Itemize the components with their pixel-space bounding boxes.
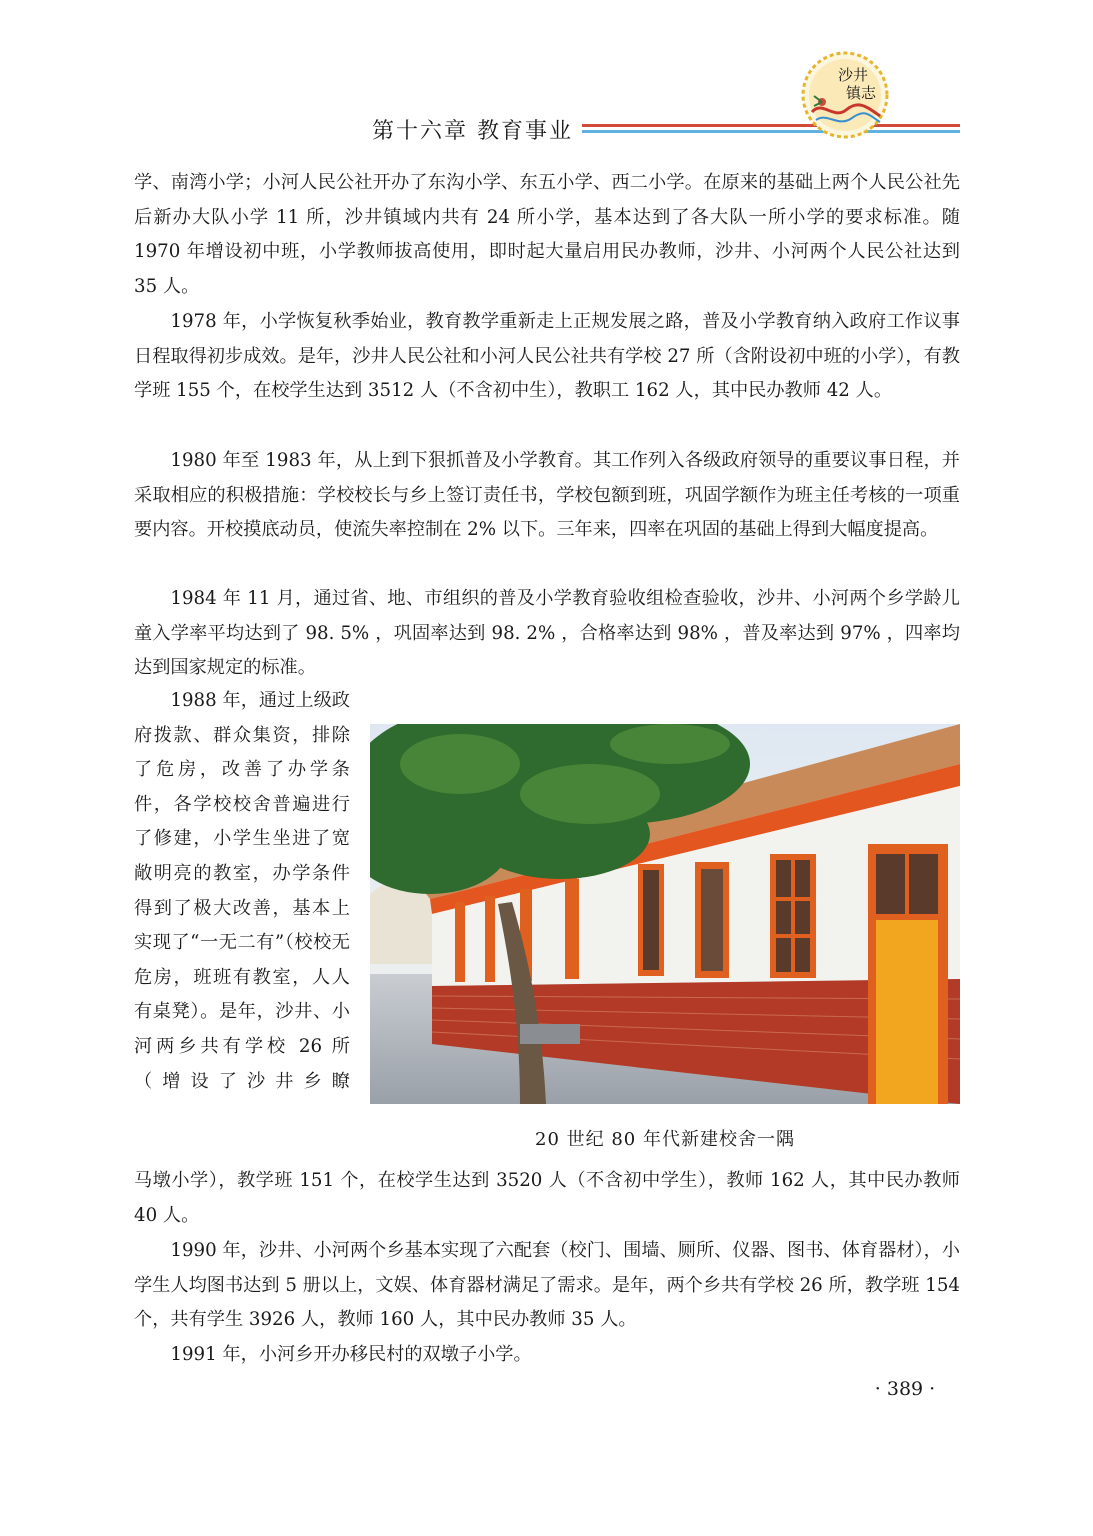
paragraph-2: 1978 年，小学恢复秋季始业，教育教学重新走上正规发展之路，普及小学教育纳入政府工作议事日程取得初步成效。是年，沙井人民公社和小河人民公社共有学校 27 所（含附设初中班的小学），有教学班 155 个，在校学生达到 3512 人（不含初中生），教职工 162 人，其中民办教师 42 人。 — [134, 311, 960, 402]
paragraph-6: 1990 年，沙井、小河两个乡基本实现了六配套（校门、围墙、厕所、仪器、图书、体育器材），小学生人均图书达到 5 册以上，文娱、体育器材满足了需求。是年，两个乡共有学校 26 所，教学班 154 个，共有学生 3926 人，教师 160 人，其中民办教师 35 人。 — [134, 1240, 960, 1331]
paragraph-1: 学、南湾小学；小河人民公社开办了东沟小学、东五小学、西二小学。在原来的基础上两个人民公社先后新办大队小学 11 所，沙井镇域内共有 24 所小学，基本达到了各大队一所小学的要求标准。随 1970 年增设初中班，小学教师拔高使用，即时起大量启用民办教师，沙井、小河两个人民公社达到 35 人。 — [134, 172, 960, 297]
logo-text-bottom: 镇志 — [846, 84, 877, 102]
header-rule-blue — [582, 130, 960, 133]
chapter-title: 第十六章 教育事业 — [372, 119, 573, 144]
paragraph-5-wrapped: 1988 年，通过上级政府拨款、群众集资，排除了危房，改善了办学条件，各学校校舍普遍进行了修建，小学生坐进了宽敞明亮的教室，办学条件得到了极大改善，基本上实现了“一无二有”（校校无危房，班班有教室，人人有桌凳）。是年，沙井、小河两乡共有学校 26 所（增设了沙井乡瞭 — [134, 690, 350, 1092]
paragraph-5-continued: 马墩小学），教学班 151 个，在校学生达到 3520 人（不含初中学生），教师 162 人，其中民办教师 40 人。 — [134, 1170, 960, 1226]
page-number: · 389 · — [874, 1378, 936, 1400]
paragraph-3: 1980 年至 1983 年，从上到下狠抓普及小学教育。其工作列入各级政府领导的重要议事日程，并采取相应的积极措施：学校校长与乡上签订责任书，学校包额到班，巩固学额作为班主任考核的一项重要内容。开校摸底动员，使流失率控制在 2% 以下。三年来，四率在巩固的基础上得到大幅度提高。 — [134, 450, 960, 541]
header-rule-red — [582, 124, 960, 127]
logo-text-top: 沙井 — [838, 66, 869, 84]
photo-caption: 20 世纪 80 年代新建校舍一隅 — [535, 1129, 795, 1150]
school-building-photo — [370, 724, 960, 1104]
paragraph-7: 1991 年，小河乡开办移民村的双墩子小学。 — [170, 1344, 532, 1365]
paragraph-4: 1984 年 11 月，通过省、地、市组织的普及小学教育验收组检查验收，沙井、小河两个乡学龄儿童入学率平均达到了 98. 5% ，巩固率达到 98. 2% ，合格率达到 98% ，普及率达到 97% ，四率均达到国家规定的标准。 — [134, 588, 960, 679]
town-gazetteer-logo — [800, 50, 890, 140]
